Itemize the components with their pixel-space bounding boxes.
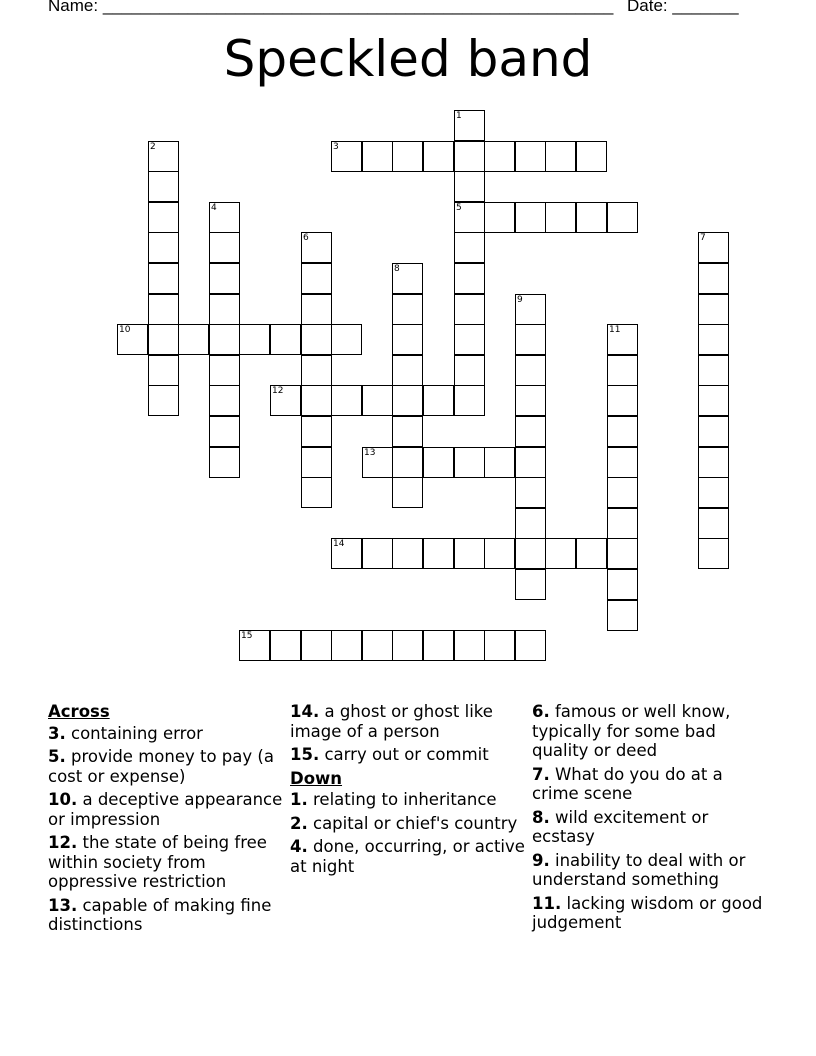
grid-cell[interactable]: [454, 232, 485, 263]
grid-cell[interactable]: [392, 324, 423, 355]
clue-text: the state of being free within society from oppressive restriction: [48, 833, 267, 891]
grid-cell[interactable]: [148, 294, 179, 325]
grid-cell[interactable]: [454, 294, 485, 325]
clue-number: 14.: [290, 702, 320, 721]
grid-cell[interactable]: [698, 324, 729, 355]
grid-cell[interactable]: [209, 385, 240, 416]
grid-cell[interactable]: [515, 324, 546, 355]
grid-cell[interactable]: [698, 538, 729, 569]
clue-text: capable of making fine distinctions: [48, 895, 272, 934]
grid-cell[interactable]: [607, 416, 638, 447]
grid-cell[interactable]: [301, 263, 332, 294]
grid-cell[interactable]: [515, 477, 546, 508]
grid-cell[interactable]: [392, 141, 423, 172]
grid-cell[interactable]: [698, 447, 729, 478]
clue-number-label: 5: [456, 203, 462, 213]
grid-cell[interactable]: [301, 447, 332, 478]
grid-cell[interactable]: [698, 294, 729, 325]
grid-cell[interactable]: [209, 324, 240, 355]
clue-text: What do you do at a crime scene: [532, 764, 723, 803]
grid-cell[interactable]: [484, 447, 515, 478]
clue-text: famous or well know, typically for some bad quality or deed: [532, 702, 731, 760]
grid-cell[interactable]: [148, 355, 179, 386]
grid-cell[interactable]: [148, 202, 179, 233]
clue-number-label: 3: [333, 142, 339, 152]
grid-cell[interactable]: [454, 263, 485, 294]
grid-cell[interactable]: [178, 324, 209, 355]
clue-item: [532, 765, 767, 804]
grid-cell[interactable]: [515, 569, 546, 600]
clue-number: 13.: [48, 895, 78, 915]
clue-section-heading: Down: [290, 768, 343, 788]
grid-cell[interactable]: [239, 324, 270, 355]
grid-cell[interactable]: [545, 141, 576, 172]
clue-number-label: 14: [333, 539, 345, 549]
clue-number: 2.: [290, 813, 308, 833]
clue-section-heading: Across: [48, 702, 110, 721]
grid-cell[interactable]: [148, 324, 179, 355]
grid-cell[interactable]: [392, 385, 423, 416]
grid-cell[interactable]: [576, 202, 607, 233]
clue-item: [48, 833, 283, 892]
grid-cell[interactable]: [301, 294, 332, 325]
clue-text: wild excitement or ecstasy: [532, 807, 709, 846]
clue-number: 1.: [290, 790, 308, 809]
clues-column-2: [290, 702, 525, 880]
clue-number-label: 10: [119, 325, 131, 335]
grid-cell[interactable]: [484, 141, 515, 172]
page-title: Speckled band: [223, 30, 593, 88]
clue-item: [48, 747, 283, 786]
grid-cell[interactable]: [484, 202, 515, 233]
date-label: Date:: [627, 0, 668, 15]
grid-cell[interactable]: [454, 538, 485, 569]
clue-number-label: 8: [394, 264, 400, 274]
clues-column-3: [532, 702, 767, 937]
grid-cell[interactable]: [545, 202, 576, 233]
clue-number: 5.: [48, 747, 66, 766]
clue-item: [532, 808, 767, 847]
clue-number: 8.: [532, 807, 550, 827]
clue-number: 10.: [48, 790, 78, 809]
grid-cell[interactable]: [454, 385, 485, 416]
grid-cell[interactable]: [607, 600, 638, 631]
clue-number-label: 13: [364, 448, 376, 458]
grid-cell[interactable]: [423, 141, 454, 172]
grid-cell[interactable]: [209, 447, 240, 478]
clue-text: capital or chief's country: [307, 813, 518, 833]
clue-number: 3.: [48, 723, 66, 743]
grid-cell[interactable]: [454, 355, 485, 386]
clue-number-label: 9: [517, 295, 523, 305]
grid-cell[interactable]: [423, 385, 454, 416]
grid-cell[interactable]: [607, 477, 638, 508]
clue-number: 12.: [48, 833, 78, 852]
grid-cell[interactable]: [209, 294, 240, 325]
clue-number-label: 15: [241, 631, 253, 641]
clue-number-label: 7: [700, 233, 706, 243]
grid-cell[interactable]: [576, 538, 607, 569]
name-label: Name:: [48, 0, 99, 15]
clue-item: [532, 851, 767, 890]
grid-cell[interactable]: [698, 508, 729, 539]
grid-cell[interactable]: [484, 630, 515, 661]
grid-cell[interactable]: [301, 477, 332, 508]
grid-cell[interactable]: [423, 447, 454, 478]
grid-cell[interactable]: [331, 630, 362, 661]
grid-cell[interactable]: [607, 355, 638, 386]
grid-cell[interactable]: [148, 263, 179, 294]
grid-cell[interactable]: [392, 447, 423, 478]
name-line: ______________________________________________________: [102, 0, 614, 15]
grid-cell[interactable]: [209, 355, 240, 386]
clue-number: 7.: [532, 764, 550, 784]
clue-text: provide money to pay (a cost or expense): [48, 747, 274, 786]
clue-text: carry out or commit: [319, 745, 489, 764]
grid-cell[interactable]: [698, 385, 729, 416]
grid-cell[interactable]: [209, 263, 240, 294]
grid-cell[interactable]: [331, 385, 362, 416]
grid-cell[interactable]: [362, 630, 393, 661]
grid-cell[interactable]: [148, 232, 179, 263]
grid-cell[interactable]: [515, 141, 546, 172]
grid-cell[interactable]: [698, 355, 729, 386]
grid-cell[interactable]: [515, 508, 546, 539]
clue-number: 11.: [532, 893, 562, 913]
grid-cell[interactable]: [270, 324, 301, 355]
clue-number: 4.: [290, 837, 308, 856]
clue-item: [532, 894, 767, 933]
grid-cell[interactable]: [301, 355, 332, 386]
grid-cell[interactable]: [209, 416, 240, 447]
clue-item: [48, 724, 283, 744]
grid-cell[interactable]: [148, 385, 179, 416]
grid-cell[interactable]: [362, 385, 393, 416]
grid-cell[interactable]: [301, 416, 332, 447]
grid-cell[interactable]: [607, 508, 638, 539]
grid-cell[interactable]: [607, 385, 638, 416]
clue-text: a ghost or ghost like image of a person: [290, 702, 493, 741]
grid-cell[interactable]: [698, 263, 729, 294]
clue-item: [290, 745, 525, 765]
grid-cell[interactable]: [362, 538, 393, 569]
grid-cell[interactable]: [454, 141, 485, 172]
clue-text: a deceptive appearance or impression: [48, 790, 283, 829]
grid-cell[interactable]: [698, 477, 729, 508]
clue-item: [290, 837, 525, 876]
grid-cell[interactable]: [515, 385, 546, 416]
grid-cell[interactable]: [301, 324, 332, 355]
clue-number-label: 6: [303, 233, 309, 243]
clue-number: 9.: [532, 850, 550, 870]
grid-cell[interactable]: [423, 538, 454, 569]
grid-cell[interactable]: [392, 630, 423, 661]
grid-cell[interactable]: [148, 171, 179, 202]
grid-cell[interactable]: [331, 324, 362, 355]
clue-item: [48, 896, 283, 935]
grid-cell[interactable]: [209, 232, 240, 263]
clue-text: lacking wisdom or good judgement: [532, 893, 763, 932]
grid-cell[interactable]: [454, 447, 485, 478]
grid-cell[interactable]: [454, 171, 485, 202]
clue-item: [290, 814, 525, 834]
grid-cell[interactable]: [515, 447, 546, 478]
grid-cell[interactable]: [301, 385, 332, 416]
clue-text: inability to deal with or understand something: [532, 850, 746, 889]
grid-cell[interactable]: [576, 141, 607, 172]
grid-cell[interactable]: [545, 538, 576, 569]
grid-cell[interactable]: [698, 416, 729, 447]
clue-number-label: 11: [609, 325, 621, 335]
grid-cell[interactable]: [515, 202, 546, 233]
grid-cell[interactable]: [392, 294, 423, 325]
clue-item: [48, 790, 283, 829]
grid-cell[interactable]: [515, 538, 546, 569]
clue-number: 6.: [532, 702, 550, 721]
grid-cell[interactable]: [515, 355, 546, 386]
clue-text: relating to inheritance: [307, 790, 497, 809]
grid-cell[interactable]: [607, 569, 638, 600]
grid-cell[interactable]: [392, 416, 423, 447]
grid-cell[interactable]: [392, 538, 423, 569]
grid-cell[interactable]: [362, 141, 393, 172]
clue-number-label: 12: [272, 386, 284, 396]
clue-number-label: 2: [150, 142, 156, 152]
grid-cell[interactable]: [454, 630, 485, 661]
grid-cell[interactable]: [607, 447, 638, 478]
clue-number-label: 1: [456, 111, 462, 121]
grid-cell[interactable]: [484, 538, 515, 569]
date-line: _______: [672, 0, 739, 15]
grid-cell[interactable]: [607, 538, 638, 569]
clues-column-1: [48, 702, 283, 939]
grid-cell[interactable]: [392, 355, 423, 386]
grid-cell[interactable]: [607, 202, 638, 233]
grid-cell[interactable]: [515, 416, 546, 447]
grid-cell[interactable]: [423, 630, 454, 661]
clue-number-label: 4: [211, 203, 217, 213]
grid-cell[interactable]: [301, 630, 332, 661]
clue-item: [532, 702, 767, 761]
clue-item: [290, 702, 525, 741]
clue-item: [290, 790, 525, 810]
clue-text: containing error: [65, 723, 203, 743]
grid-cell[interactable]: [515, 630, 546, 661]
grid-cell[interactable]: [392, 477, 423, 508]
grid-cell[interactable]: [454, 324, 485, 355]
clue-text: done, occurring, or active at night: [290, 837, 525, 876]
grid-cell[interactable]: [270, 630, 301, 661]
clue-number: 15.: [290, 745, 320, 764]
